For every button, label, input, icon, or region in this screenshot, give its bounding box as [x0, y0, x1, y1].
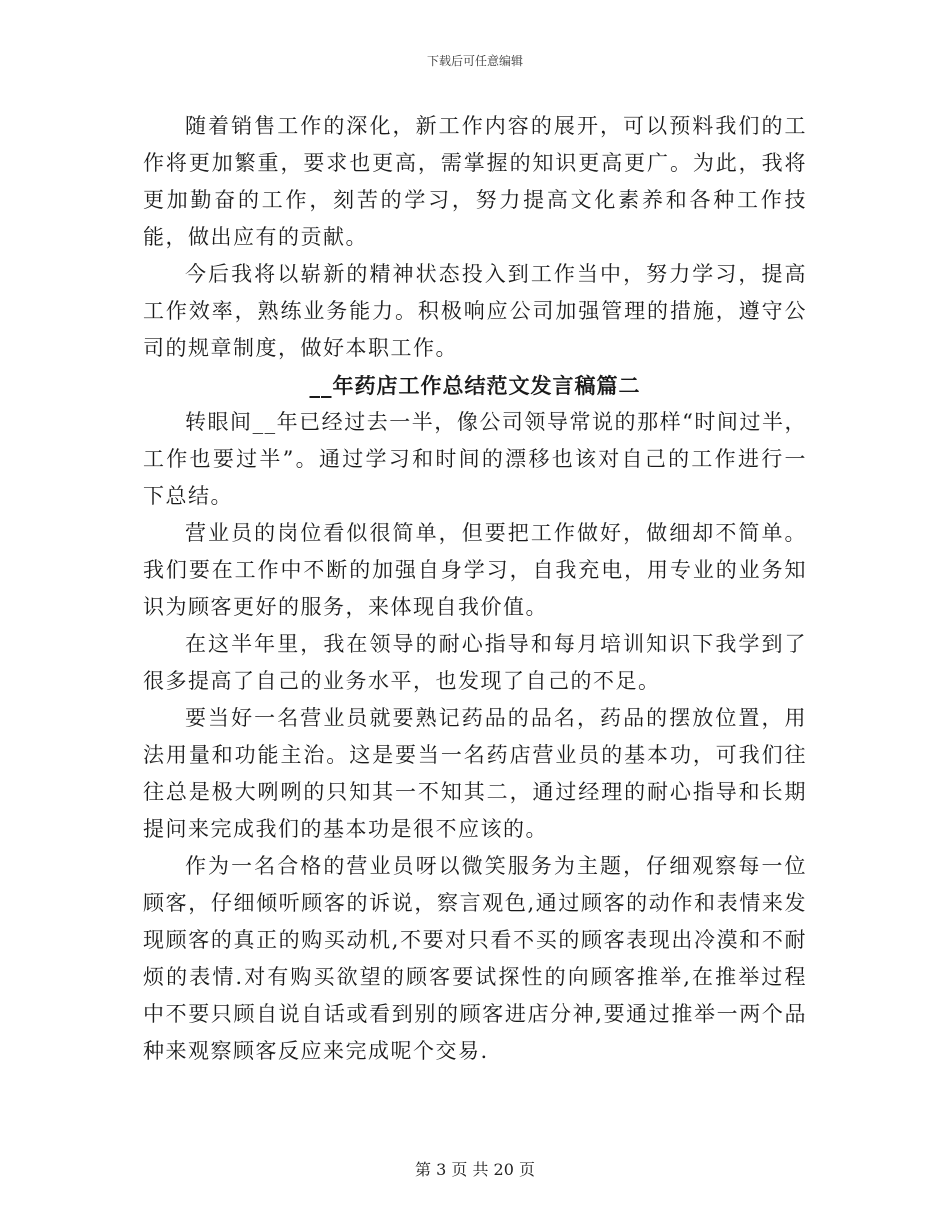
- paragraph: 随着销售工作的深化，新工作内容的展开，可以预料我们的工作将更加繁重，要求也更高，需掌握的知识更高更广。为此，我将更加勤奋的工作，刻苦的学习，努力提高文化素养和各种工作技能，做出应有的贡献。: [143, 114, 807, 249]
- paragraph: 在这半年里，我在领导的耐心指导和每月培训知识下我学到了很多提高了自己的业务水平，也发现了自己的不足。: [143, 632, 807, 693]
- paragraph: 营业员的岗位看似很简单，但要把工作做好，做细却不简单。我们要在工作中不断的加强自身学习，自我充电，用专业的业务知识为顾客更好的服务，来体现自我价值。: [143, 521, 807, 619]
- page-header: 下载后可任意编辑: [426, 54, 523, 68]
- document-body: [143, 108, 807, 1070]
- section-title: __年药店工作总结范文发言稿篇二: [309, 373, 641, 398]
- paragraph: 今后我将以崭新的精神状态投入到工作当中，努力学习，提高工作效率，熟练业务能力。积极响应公司加强管理的措施，遵守公司的规章制度，做好本职工作。: [143, 262, 807, 360]
- paragraph: 转眼间__年已经过去一半，像公司领导常说的那样“时间过半，工作也要过半”。通过学习和时间的漂移也该对自己的工作进行一下总结。: [143, 410, 807, 508]
- paragraph: 要当好一名营业员就要熟记药品的品名，药品的摆放位置，用法用量和功能主治。这是要当一名药店营业员的基本功，可我们往往总是极大咧咧的只知其一不知其二，通过经理的耐心指导和长期提问来完成我们的基本功是很不应该的。: [143, 706, 807, 841]
- paragraph: 作为一名合格的营业员呀以微笑服务为主题，仔细观察每一位顾客，仔细倾听顾客的诉说，察言观色,通过顾客的动作和表情来发现顾客的真正的购买动机,不要对只看不买的顾客表现出冷漠和不耐烦的表情.对有购买欲望的顾客要试探性的向顾客推举,在推举过程中不要只顾自说自话或看到别的顾客进店分神,要通过推举一两个品种来观察顾客反应来完成呢个交易.: [143, 854, 807, 1063]
- page-number: 第 3 页 共 20 页: [415, 1160, 535, 1179]
